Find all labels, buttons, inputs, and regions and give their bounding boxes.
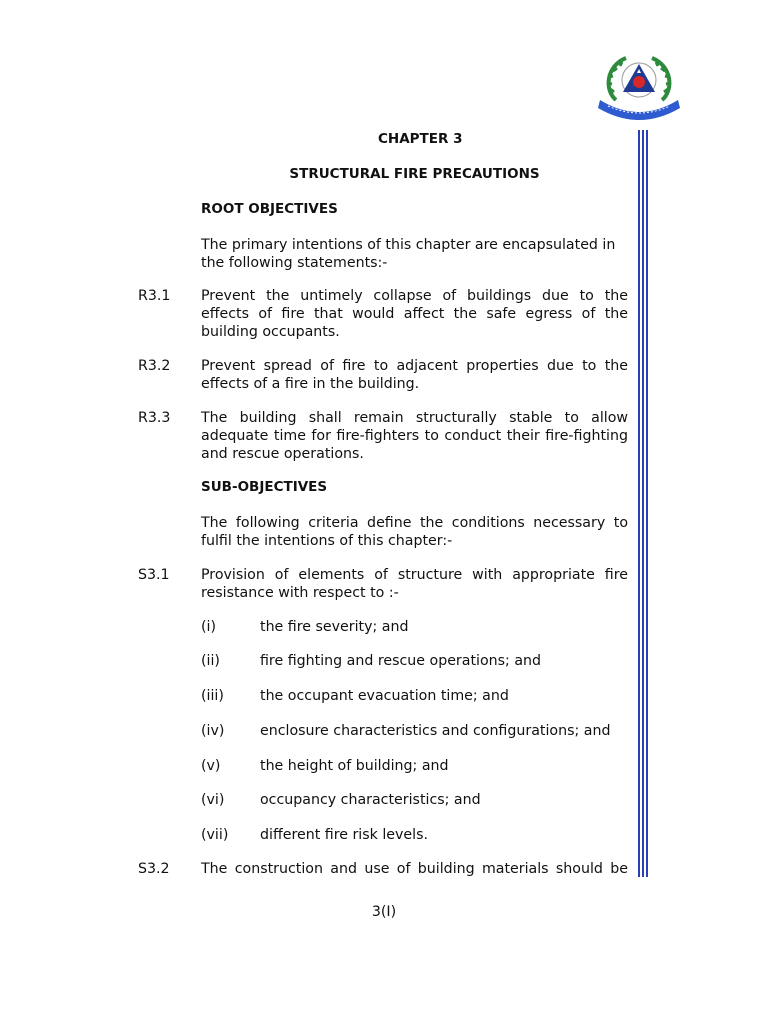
- clause-line: resistance with respect to :-: [201, 585, 399, 601]
- list-item-text: fire fighting and rescue operations; and: [260, 653, 542, 669]
- clause-number: R3.3: [138, 410, 171, 426]
- root-intro: [201, 236, 628, 272]
- clause-line: The building shall remain structurally stable to allow: [201, 410, 628, 426]
- clause-line: adequate time for fire-fighters to conduct their fire-fighting: [201, 428, 628, 444]
- clause-text-r3-1: [201, 287, 628, 341]
- page-number: 3(I): [371, 904, 397, 920]
- list-item-text: different fire risk levels.: [260, 827, 428, 843]
- list-item-marker: (i): [201, 619, 217, 635]
- root-objectives-heading: ROOT OBJECTIVES: [201, 201, 338, 217]
- clause-number: S3.1: [138, 567, 170, 583]
- margin-rule-3: [646, 130, 648, 877]
- clause-line: effects of fire that would affect the safe egress of the: [201, 306, 628, 322]
- clause-line: and rescue operations.: [201, 446, 364, 462]
- root-intro-line: The primary intentions of this chapter are encapsulated in: [201, 237, 616, 253]
- chapter-number: CHAPTER 3: [378, 131, 463, 147]
- sub-intro: [201, 514, 628, 550]
- list-item-marker: (iv): [201, 723, 225, 739]
- list-item-text: the height of building; and: [260, 758, 449, 774]
- list-item-marker: (v): [201, 758, 221, 774]
- sub-objectives-heading: SUB-OBJECTIVES: [201, 479, 328, 495]
- chapter-title: STRUCTURAL FIRE PRECAUTIONS: [289, 166, 540, 182]
- list-item-text: occupancy characteristics; and: [260, 792, 481, 808]
- clause-text-r3-3: [201, 409, 628, 463]
- clause-number: R3.2: [138, 358, 171, 374]
- list-item-marker: (vi): [201, 792, 225, 808]
- margin-rule-2: [642, 130, 644, 877]
- list-item-marker: (iii): [201, 688, 224, 704]
- clause-line: building occupants.: [201, 324, 340, 340]
- list-item-marker: (vii): [201, 827, 229, 843]
- clause-line: Provision of elements of structure with appropriate fire: [201, 567, 628, 583]
- list-item-text: the occupant evacuation time; and: [260, 688, 509, 704]
- clause-text-r3-2: [201, 357, 628, 393]
- margin-rule-1: [638, 130, 640, 877]
- list-item-text: the fire severity; and: [260, 619, 409, 635]
- clause-number: R3.1: [138, 288, 171, 304]
- list-item-text: enclosure characteristics and configurations; and: [260, 723, 611, 739]
- clause-line: Prevent spread of fire to adjacent properties due to the: [201, 358, 628, 374]
- clause-number: S3.2: [138, 861, 170, 877]
- clause-text-s3-2: [201, 860, 628, 878]
- list-item-marker: (ii): [201, 653, 220, 669]
- sub-intro-line: fulfil the intentions of this chapter:-: [201, 533, 453, 549]
- root-intro-line: the following statements:-: [201, 255, 388, 271]
- clause-line: The construction and use of building materials should be: [201, 861, 628, 877]
- clause-line: Prevent the untimely collapse of buildings due to the: [201, 288, 628, 304]
- clause-line: effects of a fire in the building.: [201, 376, 420, 392]
- sub-intro-line: The following criteria define the conditions necessary to: [201, 515, 628, 531]
- clause-text-s3-1: [201, 566, 628, 602]
- crest-logo-icon: [594, 52, 684, 124]
